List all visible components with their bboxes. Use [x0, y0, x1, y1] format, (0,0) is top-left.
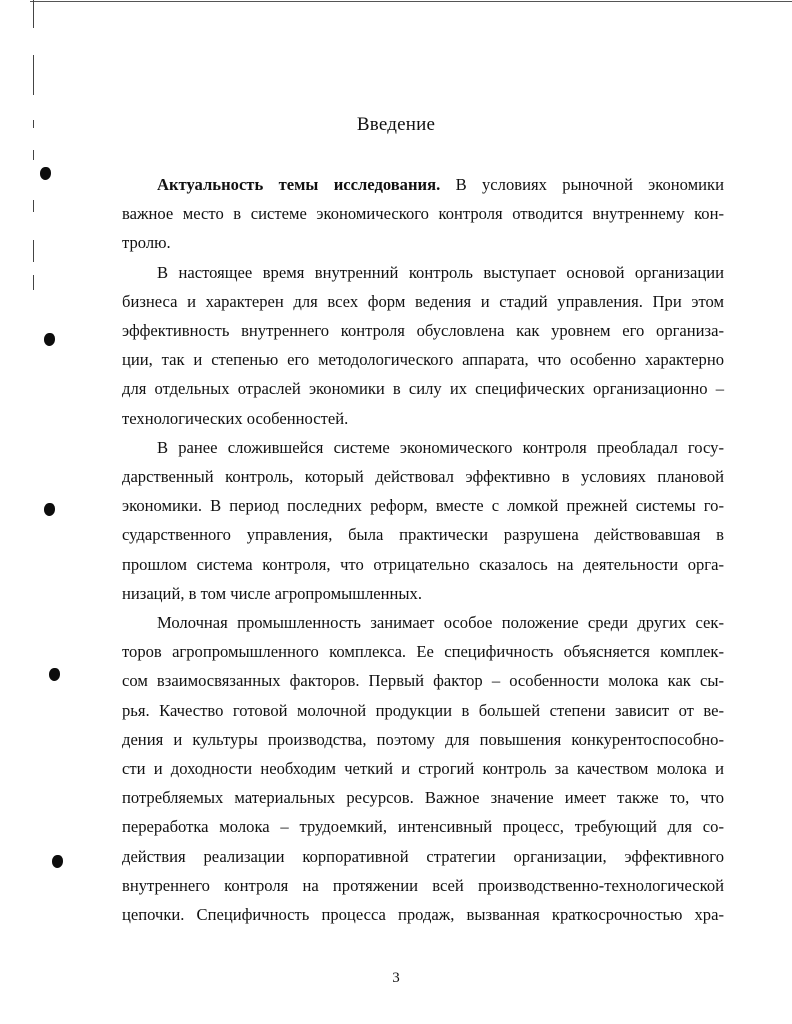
text-line: эффективность внутреннего контроля обусловлена как уровнем его организа-	[122, 321, 724, 341]
binding-hole	[44, 503, 55, 516]
text-line: сом взаимосвязанных факторов. Первый фактор – особенности молока как сы-	[122, 671, 724, 691]
scan-margin-marks	[33, 0, 35, 300]
paragraph	[122, 170, 724, 258]
binding-hole	[44, 333, 55, 346]
text-line: В ранее сложившейся системе экономического контроля преобладал госу-	[157, 437, 724, 457]
binding-hole	[52, 855, 63, 868]
text-line: сти и доходности необходим четкий и строгий контроль за качеством молока и	[122, 759, 724, 779]
paragraph	[122, 433, 724, 608]
section-lead: Актуальность темы исследования.	[157, 175, 441, 194]
text-line: низаций, в том числе агропромышленных.	[122, 583, 422, 603]
text-line: важное место в системе экономического контроля отводится внутреннему кон-	[122, 204, 724, 224]
binding-hole	[40, 167, 51, 180]
text-line: рья. Качество готовой молочной продукции в большей степени зависит от ве-	[122, 700, 724, 720]
text-line: потребляемых материальных ресурсов. Важное значение имеет также то, что	[122, 788, 724, 808]
text-line: Молочная промышленность занимает особое положение среди других сек-	[157, 613, 724, 633]
text-line: ции, так и степенью его методологического аппарата, что особенно характерно	[122, 350, 724, 370]
document-body	[122, 170, 724, 929]
page-number: 3	[392, 970, 400, 986]
text-line: Актуальность темы исследования. В условиях рыночной экономики	[157, 175, 724, 194]
text-line: действия реализации корпоративной стратегии организации, эффективного	[122, 846, 724, 866]
text-line: торов агропромышленного комплекса. Ее специфичность объясняется комплек-	[122, 642, 724, 662]
scan-top-edge	[30, 1, 792, 2]
text-line: внутреннего контроля на протяжении всей производственно-технологической	[122, 875, 724, 895]
paragraph	[122, 608, 724, 929]
text-line: сударственного управления, была практически разрушена действовавшая в	[122, 525, 724, 545]
text-line: В настоящее время внутренний контроль выступает основой организации	[157, 262, 724, 282]
text-line: прошлом система контроля, что отрицательно сказалось на деятельности орга-	[122, 554, 724, 574]
text-line: дения и культуры производства, поэтому для повышения конкурентоспособно-	[122, 729, 724, 749]
paragraph	[122, 258, 724, 433]
text-line: технологических особенностей.	[122, 408, 349, 428]
text-line: цепочки. Специфичность процесса продаж, вызванная краткосрочностью хра-	[122, 905, 724, 925]
text-line: дарственный контроль, который действовал эффективно в условиях плановой	[122, 467, 724, 487]
text-line: для отдельных отраслей экономики в силу их специфических организационно –	[122, 379, 724, 399]
text-line: экономики. В период последних реформ, вместе с ломкой прежней системы го-	[122, 496, 724, 516]
text-line: бизнеса и характерен для всех форм ведения и стадий управления. При этом	[122, 291, 724, 311]
text-line: переработка молока – трудоемкий, интенсивный процесс, требующий для со-	[122, 817, 724, 837]
binding-hole	[49, 668, 60, 681]
text-line: тролю.	[122, 233, 171, 253]
page-title: Введение	[356, 114, 436, 135]
